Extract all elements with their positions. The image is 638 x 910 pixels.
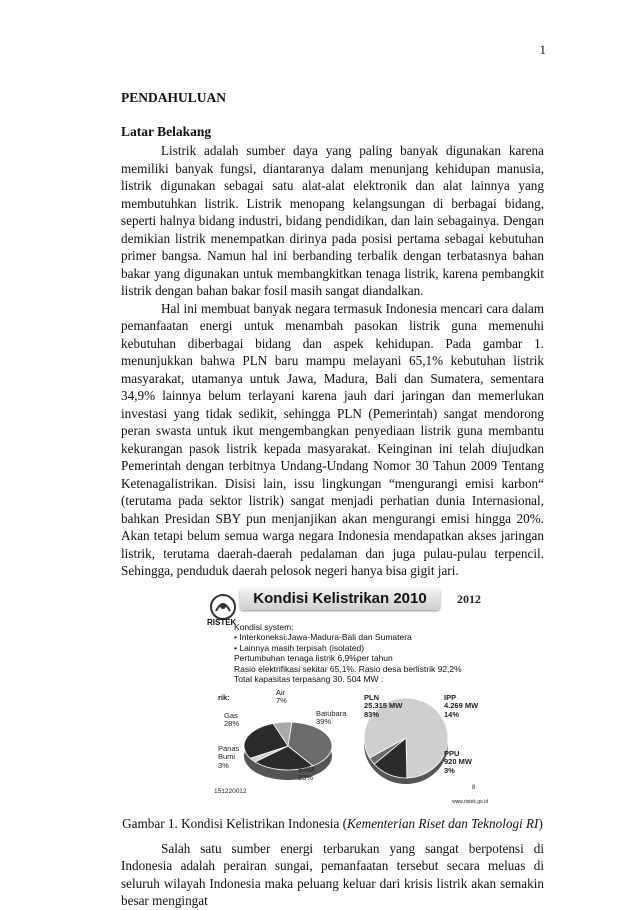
- pie-1-label-pln: PLN 25.315 MW 83%: [364, 692, 403, 719]
- info-line: Pertumbuhan tenaga listrik 6,9%per tahun: [234, 653, 393, 663]
- section-title: PENDAHULUAN: [121, 90, 227, 105]
- info-line: • Interkoneksi:Jawa-Madura-Bali dan Sumatera: [234, 632, 412, 642]
- paragraph-1: Listrik adalah sumber daya yang paling banyak digunakan karena memiliki banyak fungsi, diantaranya dalam menunjang kehidupan manusia, listrik digunakan sebagai satu alat-alat elektronik dan alat lainnya yang membutuhkan listrik. Listrik menopang kelangsungan di berbagai bidang, seperti halnya bidang industri, bidang pendidikan, dan lain sebagainya. Dengan demikian listrik menempatkan dirinya pada posisi pertama sebagai kebutuhan primer bangsa. Namun hal ini berbanding terbalik dengan terbatasnya bahan bakar yang digunakan untuk membangkitkan tenaga listrik, karena pembangkit listrik dengan bahan bakar fosil masih sangat diandalkan.: [121, 143, 544, 298]
- info-line: • Lainnya masih terpisah (isolated): [234, 642, 365, 653]
- info-line: Kondisi system:: [234, 621, 294, 632]
- caption-main: Gambar 1. Kondisi Kelistrikan Indonesia (: [122, 815, 348, 831]
- figure-code: 151220012: [214, 787, 247, 795]
- pie-0-label-gas: Gas 28%: [224, 710, 240, 728]
- pie-0-label-panas-bumi: Panas Bumi 3%: [218, 743, 240, 770]
- figure-source-url: www.ristek.go.id: [452, 798, 489, 805]
- paragraph-3: Salah satu sumber energi terbarukan yang sangat berpotensi di Indonesia adalah perairan sungai, pemanfaatan tersebut secara meluas di seluruh wilayah Indonesia maka peluang keluar dari krisis listrik akan semakin besar mengingat: [121, 840, 544, 908]
- figure-slide-number: 8: [472, 784, 476, 791]
- figure-title: Kondisi Kelistrikan 2010: [253, 589, 427, 607]
- pie-0-label-bbm: BBM 23%: [298, 764, 315, 782]
- info-line: Total kapasitas terpasang 30. 504 MW :: [234, 674, 384, 684]
- page-number: 1: [539, 42, 546, 57]
- info-line: Rasio elektrifikasi sekitar 65,1%. Rasio desa berlistrik 92,2%: [234, 663, 462, 674]
- figure-electricity-condition: [206, 586, 546, 808]
- caption-close: ): [538, 815, 543, 831]
- paragraph-2: Hal ini membuat banyak negara termasuk Indonesia mencari cara dalam pemanfaatan energi untuk menambah pasokan listrik guna memenuhi kebutuhan diberbagai bidang dan aspek kehidupan. Pada gambar 1. menunjukkan bahwa PLN baru mampu melayani 65,1% kebutuhan listrik masyarakat, utamanya untuk Jawa, Madura, Bali dan Sumatera, sementara 34,9% lainnya belum terlayani karena jauh dari jaringan dan memerlukan investasi yang tidak sedikit, sehingga PLN (Pemerintah) sangat mendorong peran swasta untuk ikut mengembangkan penyediaan listrik guna membantu kekurangan pasok listrik kepada masyarakat. Keinginan ini telah diujudkan Pemerintah dengan terbitnya Undang-Undang Nomor 30 Tahun 2009 Tentang Ketenagalistrikan. Disisi lain, issu lingkungan “mengurangi emisi karbon“ (terutama pada sektor listrik) sangat menjadi perhatian dunia Internasional, bahkan Presidan SBY pun menjanjikan akan mengurangi emisi hingga 20%. Akan tetapi belum semua warga negara Indonesia mendapatkan akses jaringan listrik, terutama daerah-daerah pedalaman dan juga pulau-pulau terpencil. Sehingga, penduduk daerah pelosok negeri hanya bisa gigit jari.: [121, 300, 544, 578]
- pie-0-label-air: Air 7%: [276, 687, 287, 705]
- pie-0-label-batubara: Batubara 39%: [316, 708, 347, 726]
- pie-1-label-ppu: PPU 920 MW 3%: [444, 748, 472, 775]
- ristek-logo-text: RISTEK: [207, 617, 237, 627]
- caption-source: Kementerian Riset dan Teknologi RI: [347, 815, 539, 831]
- left-prefix-label: rik:: [218, 692, 230, 702]
- figure-caption: [121, 816, 544, 832]
- document-body: [121, 90, 544, 910]
- pie-1-label-ipp: IPP 4.269 MW 14%: [444, 692, 479, 719]
- subsection-title: Latar Belakang: [121, 124, 212, 139]
- figure-year: 2012: [457, 591, 481, 606]
